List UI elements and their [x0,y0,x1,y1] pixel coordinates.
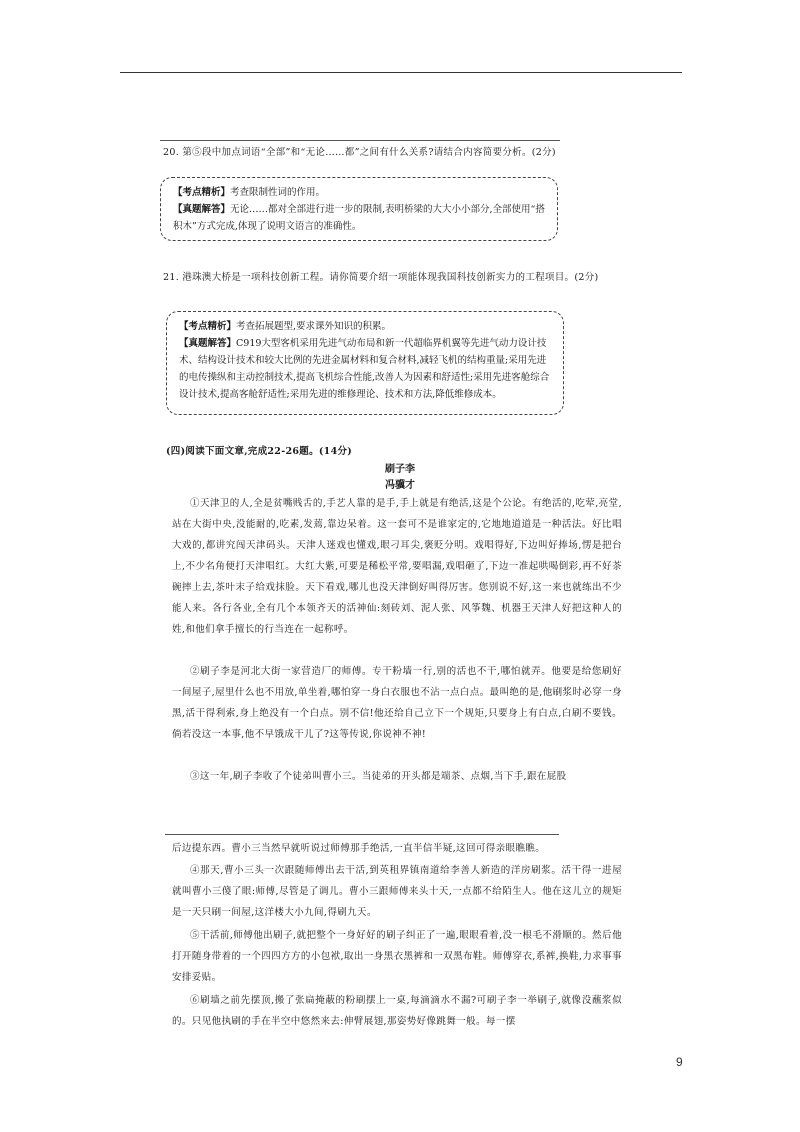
article-author: 冯骥才 [385,480,415,491]
answer-tag-20: 【真题解答】 [173,204,231,215]
point-line-20 [173,184,545,201]
article-title: 刷子李 [385,464,415,475]
point-text-20: 考查限制性词的作用。 [230,187,326,198]
paragraph-4: ④那天,曹小三头一次跟随师傅出去干活,到英租界镇南道给李善人新造的洋房刷浆。活干得一进屋就叫曹小三傻了眼:师傅,尽管是了调儿。曹小三跟师傅来头十天,一点都不给陌生人。他在这儿立的规矩是一天只刷一间屋,这洋楼大小九间,得刷九天。 [172,865,622,918]
paragraph-5: ⑤干活前,师傅他出刷子,就把整个一身好好的刷子纠正了一遍,眼眼看着,没一根毛不滑顺的。然后他打开随身带着的一个四四方方的小包袱,取出一身黑衣黑裤和一双黑布鞋。师傅穿衣,系裤,换鞋,力求事事安排妥贴。 [172,930,622,983]
page-number: 9 [676,1055,683,1069]
paragraph-2: ②刷子李是河北大街一家营造厂的师傅。专干粉墙一行,别的活也不干,哪怕就弄。他要是给您刷好一间屋子,屋里什么也不用放,单坐着,哪怕穿一身白衣服也不沾一点白点。最叫绝的是,他刷浆时必穿一身黑,活干得利索,身上绝没有一个白点。别不信!他还给自己立下一个规矩,只要身上有白点,白刷不要钱。倘若没这一本事,他不早饿成干儿了?这等传说,你说神不神! [172,666,622,740]
header-rule [120,72,682,73]
answer-text-21: C919大型客机采用先进气动布局和新一代超临界机翼等先进气动力设计技术、结构设计技术和较大比例的先进金属材料和复合材料,减轻飞机的结构重量;采用先进的电传操纵和主动控制技术,提高飞机综合性能,改善人为因素和舒适性;采用先进客舱综合设计技术,提高客舱舒适性;采用先进的维修理论、技术和方法,降低维修成本。 [179,338,550,400]
answer-box-20 [160,177,558,241]
paragraph-3: ③这一年,刷子李收了个徒弟叫曹小三。当徒弟的开头都是端茶、点烟,当下手,跟在屁股 [190,771,567,782]
answer-box-21 [166,311,564,415]
point-tag-21: 【考点精析】 [179,321,237,332]
point-line-21 [179,318,551,335]
paragraph-1: ①天津卫的人,全是贫嘴贱舌的,手艺人靠的是手,手上就是有绝活,这是个公论。有绝活的,吃荤,亮堂,站在大街中央,没能耐的,吃素,发蔫,靠边呆着。这一套可不是谁家定的,它地地道道是一种活法。好比唱大戏的,都讲究闯天津码头。天津人迷戏也懂戏,眼刁耳尖,褒贬分明。戏唱得好,下边叫好捧场,愣是把台上,不少名角便打天津唱红。大红大紫,可要是稀松平常,要唱漏,戏唱砸了,下边一准起哄喝倒彩,再不好茶碗摔上去,茶叶末子给戏抹脸。天下看戏,哪儿也没天津倒好叫得厉害。您别说不好,这一来也就练出不少能人来。各行各业,全有几个本领齐天的活神仙:刻砖刘、泥人张、风筝魏、机器王天津人好把这种人的姓,和他们拿手擅长的行当连在一起称呼。 [172,498,622,635]
answer-line-21 [179,335,551,403]
question-20: 20. 第⑤段中加点词语“全部”和“无论……都”之间有什么关系?请结合内容简要分析。(2分) [163,147,556,158]
answer-text-20: 无论……都对全部进行进一步的限制,表明桥梁的大大小小部分,全部使用“搭积木”方式完成,体现了说明文语言的准确性。 [173,204,545,232]
paragraph-3-cont: 后边提东西。曹小三当然早就听说过师傅那手绝活,一直半信半疑,这回可得亲眼瞧瞧。 [172,843,546,854]
scan-fold-line-2 [165,834,559,835]
section-heading: (四)阅读下面文章,完成22-26题。(14分) [166,446,353,457]
paragraph-6: ⑥刷墙之前先摆顶,搬了张扁掩蔽的粉刷摆上一桌,每滴滴水不漏?可刷子李一举刷子,就像没蘸浆似的。只见他执刷的手在半空中悠然来去:伸臂展翅,那姿势好像跳舞一般。每一摆 [172,995,622,1027]
scan-fold-line [160,140,560,141]
point-tag-20: 【考点精析】 [173,187,231,198]
question-21: 21. 港珠澳大桥是一项科技创新工程。请你简要介绍一项能体现我国科技创新实力的工程项目。(2分) [163,272,599,283]
answer-tag-21: 【真题解答】 [179,338,237,349]
answer-line-20 [173,201,545,235]
point-text-21: 考查拓展题型,要求课外知识的积累。 [236,321,392,332]
